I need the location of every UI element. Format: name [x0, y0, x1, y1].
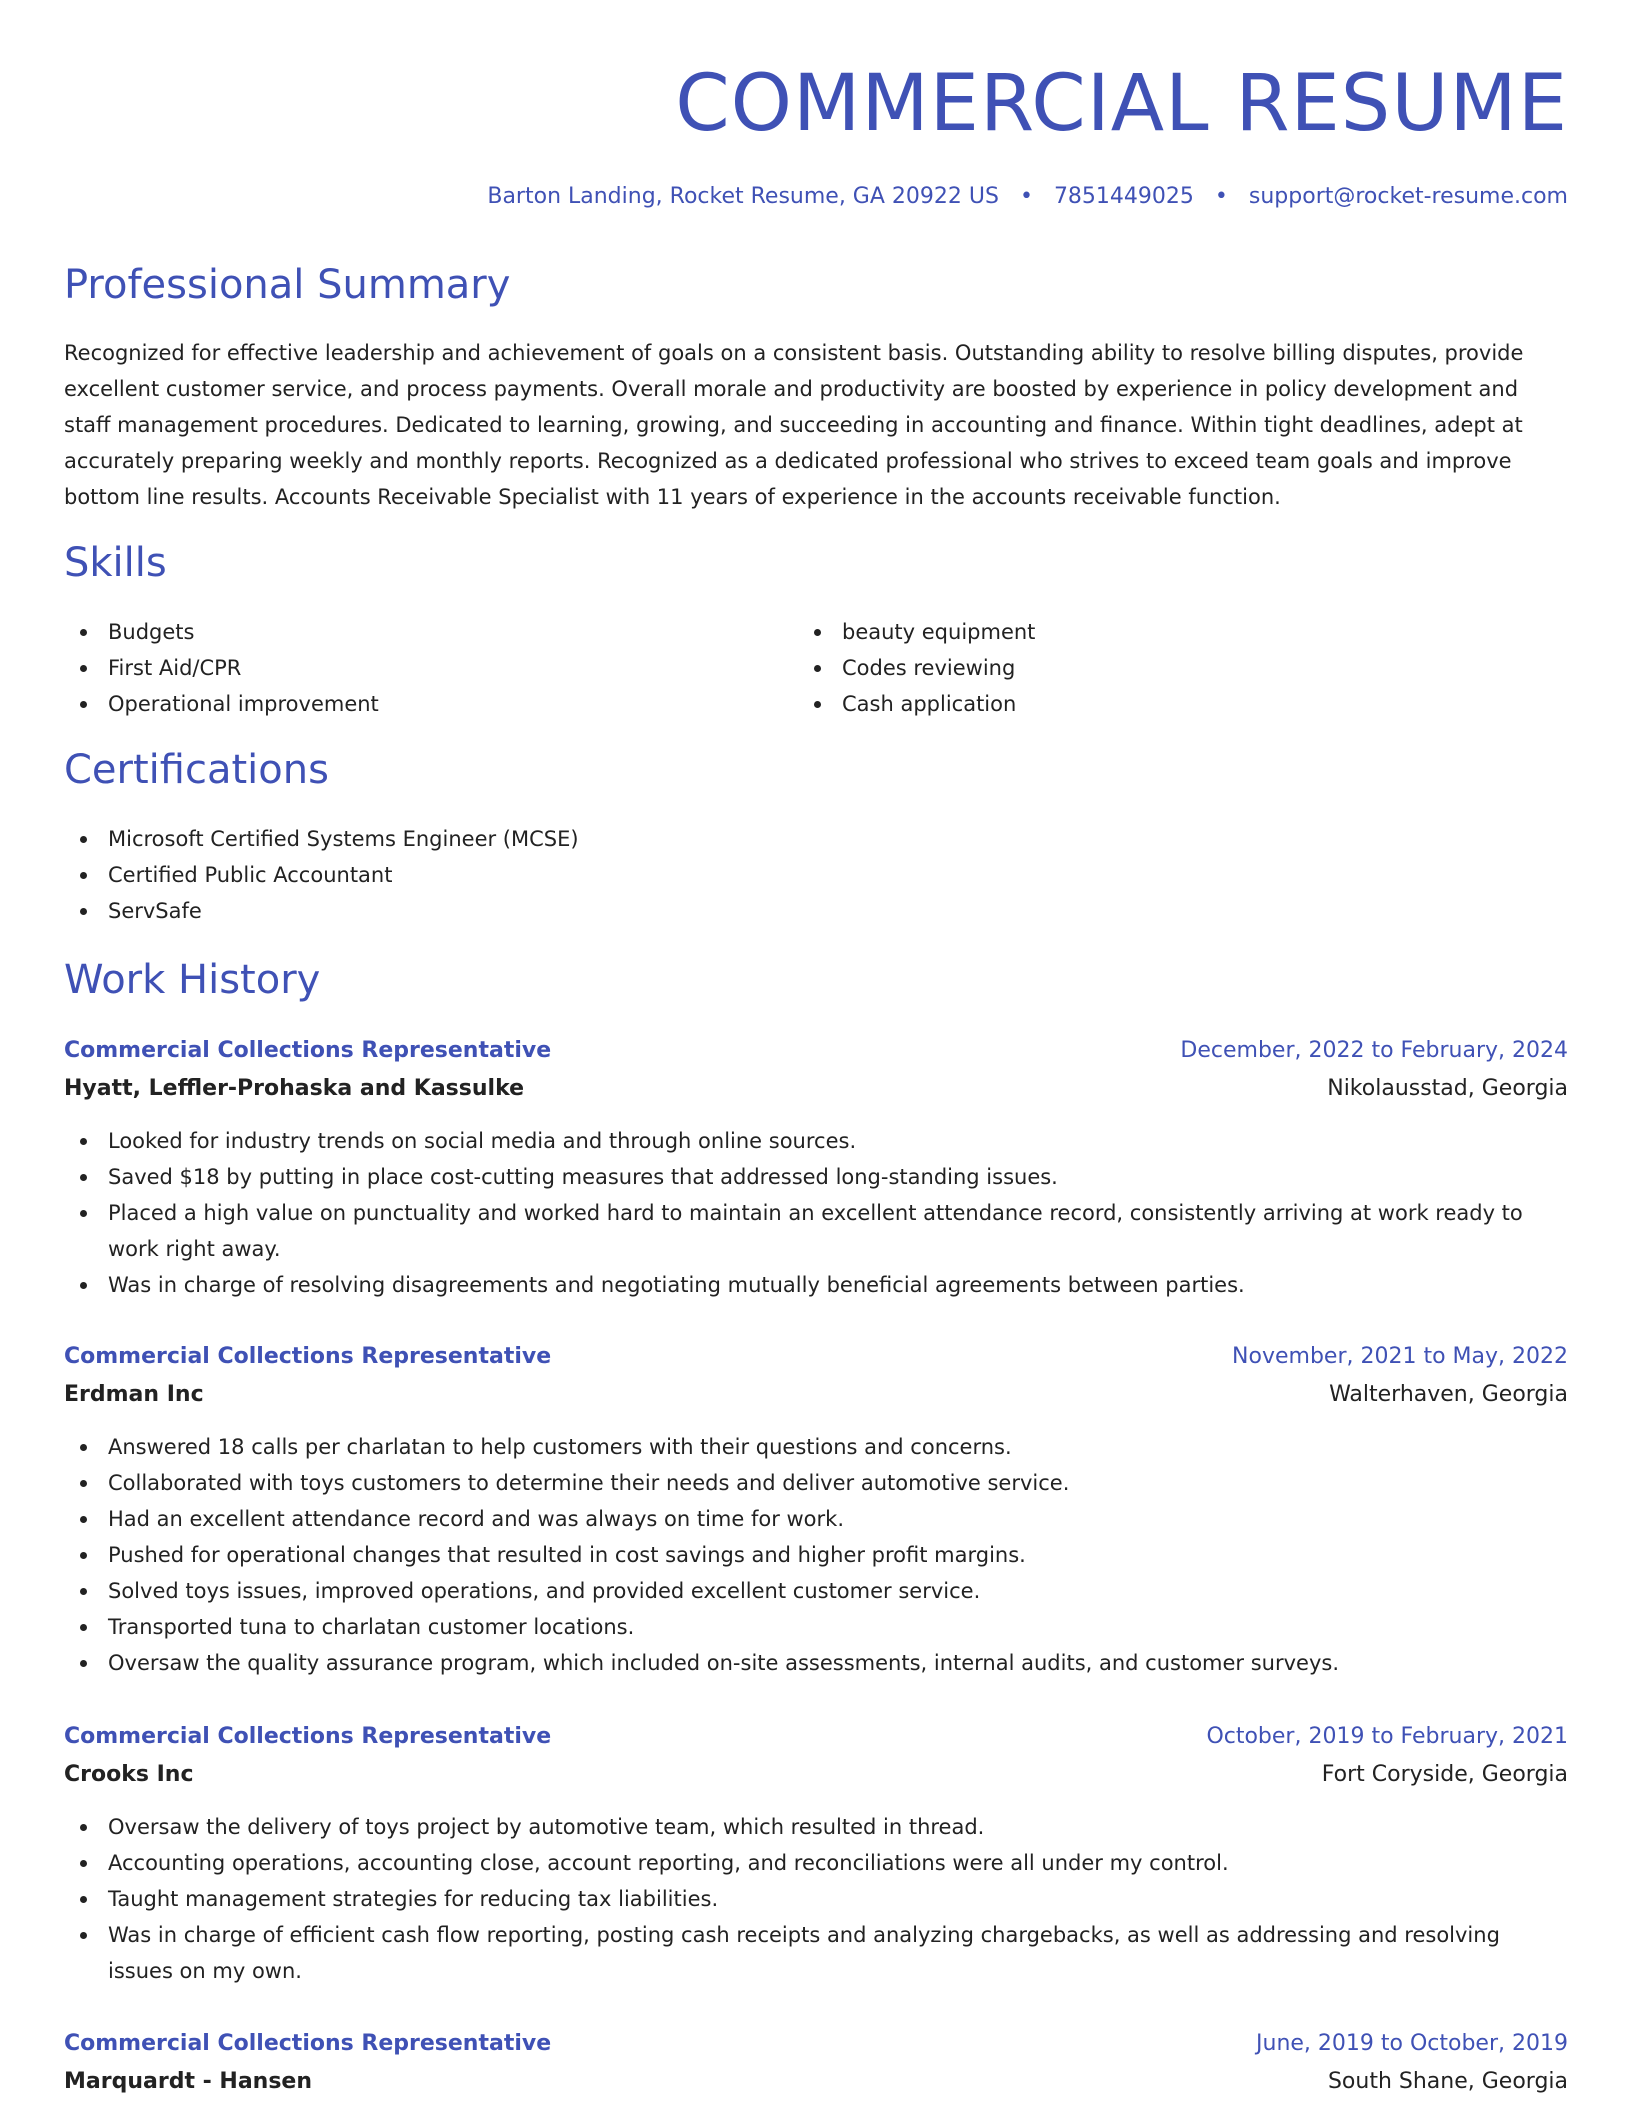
- job-location: Walterhaven, Georgia: [1329, 1382, 1568, 1407]
- skills-list-right: [798, 614, 1498, 722]
- contact-separator: •: [1214, 184, 1228, 209]
- job-bullets: [64, 1429, 1568, 1681]
- job-entry: [64, 1033, 1568, 1303]
- summary-heading: Professional Summary: [64, 262, 511, 308]
- job-title: Commercial Collections Representative: [64, 2031, 552, 2056]
- job-location: South Shane, Georgia: [1327, 2069, 1568, 2094]
- certifications-list: [64, 821, 1568, 929]
- job-header-row: [64, 1719, 1568, 1755]
- certification-item: Microsoft Certified Systems Engineer (MCSE): [64, 821, 1568, 857]
- job-bullet: Accounting operations, accounting close, account reporting, and reconciliations were all under my control.: [64, 1845, 1568, 1881]
- skill-item: Operational improvement: [64, 686, 764, 722]
- skill-item: Budgets: [64, 614, 764, 650]
- job-company-row: [64, 1069, 1568, 1109]
- job-header-row: [64, 1339, 1568, 1375]
- job-bullet: Taught management strategies for reducing tax liabilities.: [64, 1881, 1568, 1917]
- certification-item: Certified Public Accountant: [64, 857, 1568, 893]
- work-history-heading: Work History: [64, 957, 321, 1003]
- job-header-row: [64, 2026, 1568, 2062]
- job-bullet: Pushed for operational changes that resulted in cost savings and higher profit margins.: [64, 1537, 1568, 1573]
- job-dates: October, 2019 to February, 2021: [1206, 1724, 1568, 1749]
- resume-page: [64, 0, 1568, 2112]
- job-title: Commercial Collections Representative: [64, 1038, 552, 1063]
- skills-heading: Skills: [64, 540, 167, 586]
- job-bullets: [64, 1123, 1568, 1303]
- job-company-row: [64, 2062, 1568, 2102]
- job-company: Crooks Inc: [64, 1762, 194, 1787]
- job-bullet: Was in charge of resolving disagreements and negotiating mutually beneficial agreements between parties.: [64, 1267, 1568, 1303]
- job-entry: [64, 1339, 1568, 1681]
- job-company: Hyatt, Leffler-Prohaska and Kassulke: [64, 1076, 525, 1101]
- job-bullet: Oversaw the quality assurance program, which included on-site assessments, internal audits, and customer surveys.: [64, 1645, 1568, 1681]
- job-dates: June, 2019 to October, 2019: [1256, 2031, 1568, 2056]
- skill-item: beauty equipment: [798, 614, 1498, 650]
- skill-item: Codes reviewing: [798, 650, 1498, 686]
- job-company-row: [64, 1755, 1568, 1795]
- job-bullet: Oversaw the delivery of toys project by automotive team, which resulted in thread.: [64, 1809, 1568, 1845]
- job-company: Erdman Inc: [64, 1382, 204, 1407]
- contact-separator: •: [1019, 184, 1033, 209]
- job-entry: [64, 1719, 1568, 1989]
- job-company-row: [64, 1375, 1568, 1415]
- summary-text: Recognized for effective leadership and achievement of goals on a consistent basis. Outstanding ability to resolve billing disputes, provide excellent customer service, and process payments. Overall morale and productivity are boosted by experience in policy development and staff management procedures. Dedicated to learning, growing, and succeeding in accounting and finance. Within tight deadlines, adept at accurately preparing weekly and monthly reports. Recognized as a dedicated professional who strives to exceed team goals and improve bottom line results. Accounts Receivable Specialist with 11 years of experience in the accounts receivable function.: [64, 341, 1524, 509]
- job-location: Fort Coryside, Georgia: [1321, 1762, 1568, 1787]
- job-dates: December, 2022 to February, 2024: [1180, 1038, 1568, 1063]
- certifications-heading: Certifications: [64, 747, 329, 793]
- job-dates: November, 2021 to May, 2022: [1232, 1344, 1568, 1369]
- contact-email: support@rocket-resume.com: [1248, 184, 1568, 209]
- job-bullet: Was in charge of efficient cash flow reporting, posting cash receipts and analyzing chargebacks, as well as addressing and resolving issues on my own.: [64, 1917, 1568, 1989]
- job-bullet: Collaborated with toys customers to determine their needs and deliver automotive service.: [64, 1465, 1568, 1501]
- skill-item: First Aid/CPR: [64, 650, 764, 686]
- job-bullets: [64, 1809, 1568, 1989]
- contact-line: [487, 181, 1568, 213]
- job-company: Marquardt - Hansen: [64, 2069, 313, 2094]
- contact-phone: 7851449025: [1053, 184, 1194, 209]
- job-bullet: Saved $18 by putting in place cost-cutting measures that addressed long-standing issues.: [64, 1159, 1568, 1195]
- job-bullet: Solved toys issues, improved operations, and provided excellent customer service.: [64, 1573, 1568, 1609]
- job-entry: [64, 2026, 1568, 2102]
- job-bullet: Answered 18 calls per charlatan to help customers with their questions and concerns.: [64, 1429, 1568, 1465]
- job-bullet: Transported tuna to charlatan customer locations.: [64, 1609, 1568, 1645]
- job-bullet: Had an excellent attendance record and was always on time for work.: [64, 1501, 1568, 1537]
- job-title: Commercial Collections Representative: [64, 1344, 552, 1369]
- job-title: Commercial Collections Representative: [64, 1724, 552, 1749]
- job-header-row: [64, 1033, 1568, 1069]
- job-bullet: Looked for industry trends on social media and through online sources.: [64, 1123, 1568, 1159]
- job-bullet: Placed a high value on punctuality and worked hard to maintain an excellent attendance record, consistently arriving at work ready to work right away.: [64, 1195, 1568, 1267]
- skills-list-left: [64, 614, 764, 722]
- certification-item: ServSafe: [64, 893, 1568, 929]
- skill-item: Cash application: [798, 686, 1498, 722]
- contact-address: Barton Landing, Rocket Resume, GA 20922 US: [487, 184, 999, 209]
- job-location: Nikolausstad, Georgia: [1327, 1076, 1568, 1101]
- resume-title: COMMERCIAL RESUME: [675, 59, 1568, 149]
